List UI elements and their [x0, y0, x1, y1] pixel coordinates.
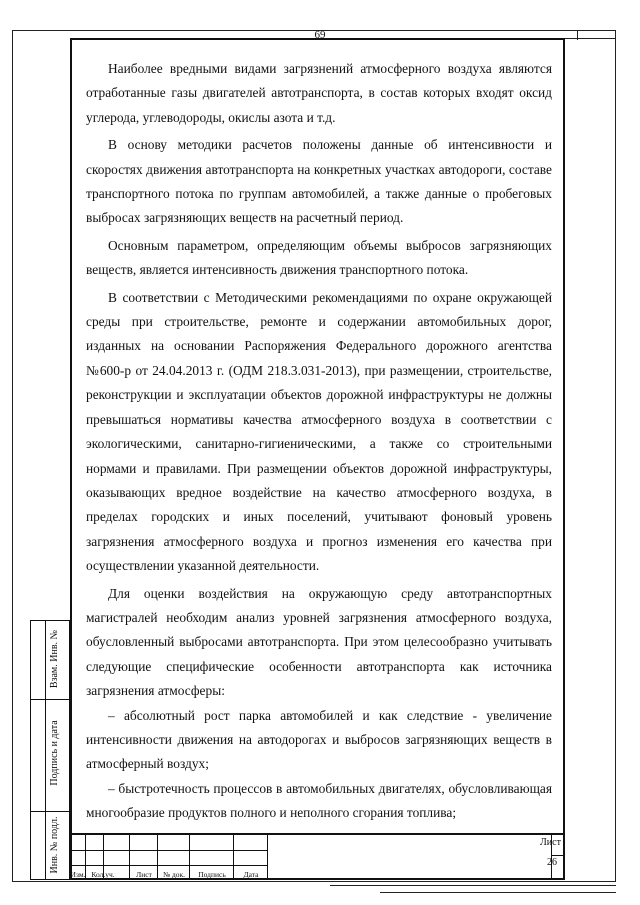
list-item: – быстротечность процессов в автомобильных двигателях, обусловливающая многообразие продуктов полного и неполного сгорания топлива; [86, 780, 552, 821]
paragraph: В соответствии с Методическими рекомендациями по охране окружающей среды при строительстве, ремонте и содержании автомобильных дорог, изданных на основании Распоряжения Федерального дорожного агентства №600-р от 24.04.2013 г. (ОДМ 218.3.031-2013), при размещении, строительстве, реконструкции и эксплуатации объектов дорожной инфраструктуры не должны превышаться нормативы качества атмосферного воздуха в соответствии с экологическими, санитарно-гигиеническими, а также со строительными нормами и правилами. При размещении объектов дорожной инфраструктуры, оказывающих вредное воздействие на качество атмосферного воздуха, в пределах городских и иных поселений, учитывают фоновый уровень загрязнения атмосферного воздуха и прогноз изменения его качества при осуществлении указанной деятельности. [86, 289, 552, 574]
tb-ndok-label: № док. [162, 870, 186, 879]
paragraph: Основным параметром, определяющим объемы выбросов загрязняющих веществ, является интенсивность движения транспортного потока. [86, 237, 552, 278]
sheet-value: 26 [547, 857, 557, 868]
frame-line [565, 38, 616, 39]
vzam-inv-label: Взам. Инв. № [49, 629, 60, 689]
title-block [70, 833, 565, 880]
podpis-data-label: Подпись и дата [49, 720, 60, 786]
scan-edge-line [380, 892, 616, 893]
paragraph: В основу методики расчетов положены данные об интенсивности и скоростях движения автотранспорта на конкретных участках автодороги, составе транспортного потока по группам автомобилей, а также данные о пробеговых выбросах загрязняющих веществ на расчетный период. [86, 137, 552, 226]
tb-data-label: Дата [243, 870, 259, 879]
side-stamp-divider [45, 621, 46, 879]
document-body [86, 57, 552, 826]
paragraph: Для оценки воздействия на окружающую среду автотранспортных магистралей необходим анализ уровней загрязнения атмосферного воздуха, обусловленный выбросами автотранспорта. При этом целесообразно учитывать следующие специфические особенности автотранспорта как источника загрязнения атмосферы: [86, 585, 552, 699]
tb-list-label: Лист [136, 870, 152, 879]
page-number: 69 [314, 29, 326, 41]
tb-sheet-line [552, 855, 565, 856]
tb-title-cell [268, 835, 552, 880]
list-item: – абсолютный рост парка автомобилей и как следствие - увеличение интенсивности движения на автодорогах и выбросов загрязняющих веществ в атмосферный воздух; [86, 707, 552, 772]
tb-podpis-label: Подпись [198, 870, 226, 879]
scan-edge-line [330, 885, 616, 886]
tb-row-line [70, 865, 268, 866]
inv-podl-label: Инв. № подл. [49, 816, 60, 874]
tb-izm-label: Изм. [70, 870, 86, 879]
tb-kol-label: Кол.уч. [91, 870, 115, 879]
side-stamp [30, 620, 70, 880]
tb-row-line [70, 850, 268, 851]
paragraph: Наиболее вредными видами загрязнений атмосферного воздуха являются отработанные газы двигателей автотранспорта, в состав которых входят оксид углерода, углеводороды, окислы азота и т.д. [86, 61, 552, 125]
sheet-label: Лист [540, 837, 561, 848]
